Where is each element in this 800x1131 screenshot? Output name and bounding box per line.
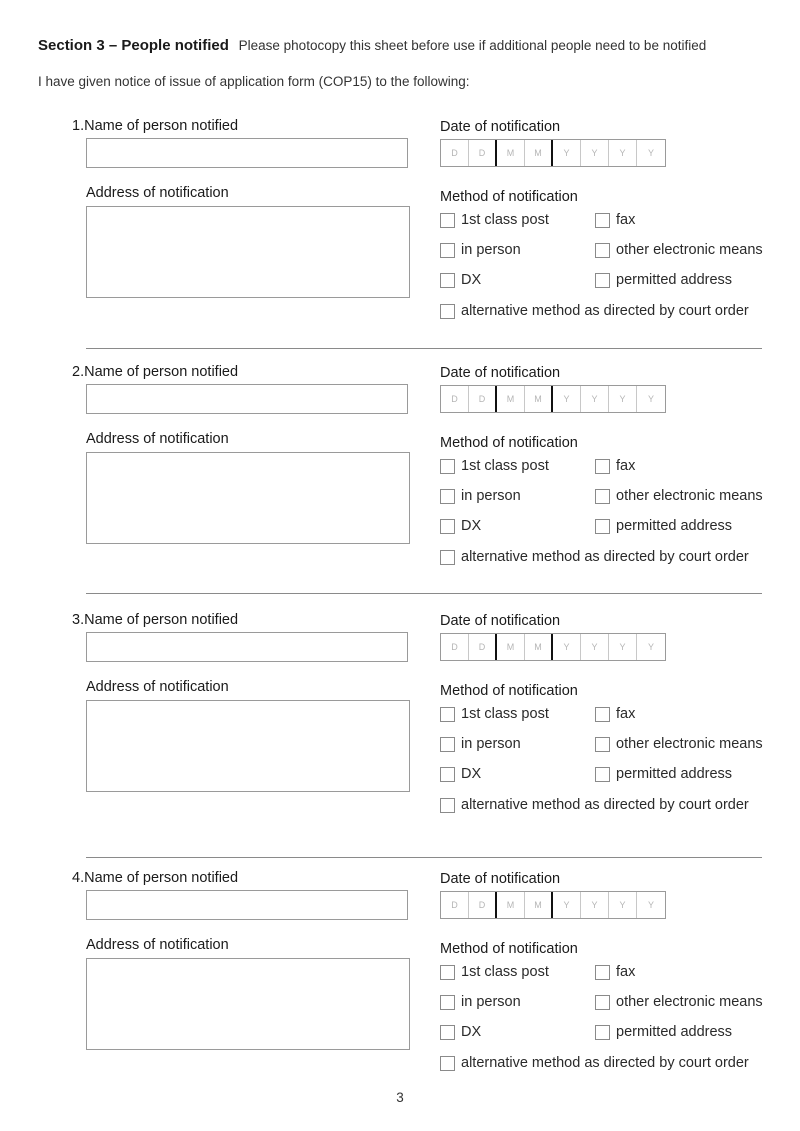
- option-fax[interactable]: [595, 964, 635, 980]
- option-permitted-address[interactable]: [595, 1024, 732, 1040]
- page-number: 3: [396, 1090, 404, 1105]
- checkbox[interactable]: [440, 519, 455, 534]
- date-year-digit[interactable]: Y: [581, 892, 609, 918]
- option-label: 1st class post: [461, 212, 549, 228]
- option-first-class-post[interactable]: [440, 212, 549, 228]
- method-label: Method of notification: [440, 941, 578, 957]
- method-label: Method of notification: [440, 435, 578, 451]
- address-field[interactable]: [86, 700, 410, 792]
- option-in-person[interactable]: [440, 736, 521, 752]
- checkbox[interactable]: [595, 213, 610, 228]
- option-permitted-address[interactable]: [595, 272, 732, 288]
- date-label: Date of notification: [440, 119, 561, 135]
- name-field[interactable]: [86, 632, 408, 662]
- option-first-class-post[interactable]: [440, 458, 549, 474]
- checkbox[interactable]: [440, 707, 455, 722]
- checkbox[interactable]: [595, 459, 610, 474]
- checkbox[interactable]: [440, 304, 455, 319]
- date-year-digit[interactable]: Y: [553, 386, 581, 412]
- option-fax[interactable]: [595, 212, 635, 228]
- date-month-digit[interactable]: M: [525, 634, 553, 660]
- date-year-digit[interactable]: Y: [553, 634, 581, 660]
- option-other-electronic[interactable]: [595, 488, 763, 504]
- checkbox[interactable]: [440, 489, 455, 504]
- option-label: other electronic means: [616, 242, 763, 258]
- checkbox[interactable]: [440, 798, 455, 813]
- option-other-electronic[interactable]: [595, 242, 763, 258]
- option-label: fax: [616, 706, 636, 722]
- date-year-digit[interactable]: Y: [581, 140, 609, 166]
- notified-person-entry-4: [0, 870, 800, 1110]
- address-field[interactable]: [86, 452, 410, 544]
- name-field[interactable]: [86, 890, 408, 920]
- option-other-electronic[interactable]: [595, 736, 763, 752]
- divider: [86, 348, 762, 349]
- option-dx[interactable]: [440, 518, 481, 534]
- method-label: Method of notification: [440, 683, 578, 699]
- name-label: 4.Name of person notified: [72, 870, 239, 886]
- checkbox[interactable]: [595, 519, 610, 534]
- option-alternative-method[interactable]: [440, 797, 749, 813]
- option-label: 1st class post: [461, 706, 549, 722]
- option-label: alternative method as directed by court order: [461, 1055, 749, 1071]
- date-label: Date of notification: [440, 365, 561, 381]
- date-year-digit[interactable]: Y: [553, 140, 581, 166]
- option-label: in person: [461, 242, 521, 258]
- date-month-digit[interactable]: M: [497, 386, 525, 412]
- option-in-person[interactable]: [440, 994, 521, 1010]
- option-label: 1st class post: [461, 458, 549, 474]
- address-field[interactable]: [86, 206, 410, 298]
- divider: [86, 857, 762, 858]
- date-year-digit[interactable]: Y: [647, 394, 654, 404]
- checkbox[interactable]: [595, 243, 610, 258]
- option-alternative-method[interactable]: [440, 303, 749, 319]
- option-dx[interactable]: [440, 272, 481, 288]
- option-label: alternative method as directed by court order: [461, 797, 749, 813]
- date-field[interactable]: [440, 633, 666, 661]
- option-first-class-post[interactable]: [440, 964, 549, 980]
- name-field[interactable]: [86, 138, 408, 168]
- date-day-digit[interactable]: D: [469, 386, 497, 412]
- date-year-digit[interactable]: Y: [553, 892, 581, 918]
- date-month-digit[interactable]: M: [525, 892, 553, 918]
- date-day-digit[interactable]: D: [441, 140, 469, 166]
- date-year-digit[interactable]: Y: [609, 634, 637, 660]
- intro-text: I have given notice of issue of application form (COP15) to the following:: [38, 74, 470, 89]
- checkbox[interactable]: [440, 459, 455, 474]
- date-day-digit[interactable]: D: [469, 140, 497, 166]
- option-label: DX: [461, 518, 482, 534]
- date-year-digit[interactable]: Y: [647, 642, 654, 652]
- date-month-digit[interactable]: M: [525, 386, 553, 412]
- checkbox[interactable]: [440, 737, 455, 752]
- option-label: in person: [461, 736, 521, 752]
- option-label: permitted address: [616, 1024, 733, 1040]
- checkbox[interactable]: [595, 489, 610, 504]
- date-month-digit[interactable]: M: [497, 634, 525, 660]
- checkbox[interactable]: [595, 737, 610, 752]
- checkbox[interactable]: [595, 767, 610, 782]
- date-field[interactable]: [440, 139, 666, 167]
- option-first-class-post[interactable]: [440, 706, 549, 722]
- option-label: DX: [461, 1024, 482, 1040]
- checkbox[interactable]: [440, 1025, 455, 1040]
- checkbox[interactable]: [440, 995, 455, 1010]
- option-label: alternative method as directed by court order: [461, 549, 749, 565]
- option-label: in person: [461, 488, 521, 504]
- checkbox[interactable]: [440, 273, 455, 288]
- date-month-digit[interactable]: M: [497, 140, 525, 166]
- date-field[interactable]: [440, 385, 666, 413]
- date-field[interactable]: [440, 891, 666, 919]
- date-year-digit[interactable]: Y: [647, 900, 654, 910]
- option-in-person[interactable]: [440, 242, 521, 258]
- option-label: DX: [461, 766, 482, 782]
- checkbox[interactable]: [440, 243, 455, 258]
- option-dx[interactable]: [440, 1024, 481, 1040]
- date-month-digit[interactable]: M: [497, 892, 525, 918]
- name-label: 3.Name of person notified: [72, 612, 239, 628]
- date-day-digit[interactable]: D: [441, 386, 469, 412]
- divider: [86, 593, 762, 594]
- date-year-digit[interactable]: Y: [647, 148, 654, 158]
- notified-person-entry-2: [0, 364, 800, 604]
- address-label: Address of notification: [86, 937, 229, 953]
- date-month-digit[interactable]: M: [525, 140, 553, 166]
- notified-person-entry-3: [0, 612, 800, 852]
- date-label: Date of notification: [440, 871, 561, 887]
- section-note: Please photocopy this sheet before use if additional people need to be notified: [238, 38, 707, 53]
- option-label: other electronic means: [616, 994, 763, 1010]
- date-year-digit[interactable]: Y: [609, 140, 637, 166]
- date-day-digit[interactable]: D: [441, 892, 469, 918]
- date-label: Date of notification: [440, 613, 561, 629]
- checkbox[interactable]: [595, 707, 610, 722]
- date-day-digit[interactable]: D: [469, 634, 497, 660]
- option-label: fax: [616, 458, 636, 474]
- address-label: Address of notification: [86, 431, 229, 447]
- checkbox[interactable]: [440, 213, 455, 228]
- option-in-person[interactable]: [440, 488, 521, 504]
- checkbox[interactable]: [595, 273, 610, 288]
- option-alternative-method[interactable]: [440, 549, 749, 565]
- date-year-digit[interactable]: Y: [581, 634, 609, 660]
- checkbox[interactable]: [595, 965, 610, 980]
- option-label: fax: [616, 964, 636, 980]
- option-label: permitted address: [616, 766, 733, 782]
- date-year-digit[interactable]: Y: [609, 892, 637, 918]
- checkbox[interactable]: [440, 767, 455, 782]
- option-label: permitted address: [616, 272, 733, 288]
- option-other-electronic[interactable]: [595, 994, 763, 1010]
- date-day-digit[interactable]: D: [469, 892, 497, 918]
- name-label: 2.Name of person notified: [72, 364, 239, 380]
- address-label: Address of notification: [86, 679, 229, 695]
- method-label: Method of notification: [440, 189, 578, 205]
- date-year-digit[interactable]: Y: [581, 386, 609, 412]
- name-label: 1.Name of person notified: [72, 118, 239, 134]
- option-label: fax: [616, 212, 636, 228]
- date-day-digit[interactable]: D: [441, 634, 469, 660]
- checkbox[interactable]: [440, 1056, 455, 1071]
- date-year-digit[interactable]: Y: [609, 386, 637, 412]
- section-title: Section 3 – People notified: [38, 37, 229, 54]
- checkbox[interactable]: [595, 995, 610, 1010]
- option-permitted-address[interactable]: [595, 766, 732, 782]
- address-label: Address of notification: [86, 185, 229, 201]
- option-fax[interactable]: [595, 458, 635, 474]
- option-permitted-address[interactable]: [595, 518, 732, 534]
- section-header: [38, 37, 778, 54]
- option-alternative-method[interactable]: [440, 1055, 749, 1071]
- option-dx[interactable]: [440, 766, 481, 782]
- option-label: 1st class post: [461, 964, 549, 980]
- checkbox[interactable]: [595, 1025, 610, 1040]
- option-fax[interactable]: [595, 706, 635, 722]
- option-label: alternative method as directed by court order: [461, 303, 749, 319]
- checkbox[interactable]: [440, 965, 455, 980]
- option-label: permitted address: [616, 518, 733, 534]
- option-label: in person: [461, 994, 521, 1010]
- option-label: other electronic means: [616, 736, 763, 752]
- checkbox[interactable]: [440, 550, 455, 565]
- address-field[interactable]: [86, 958, 410, 1050]
- option-label: DX: [461, 272, 482, 288]
- name-field[interactable]: [86, 384, 408, 414]
- notified-person-entry-1: [0, 118, 800, 358]
- option-label: other electronic means: [616, 488, 763, 504]
